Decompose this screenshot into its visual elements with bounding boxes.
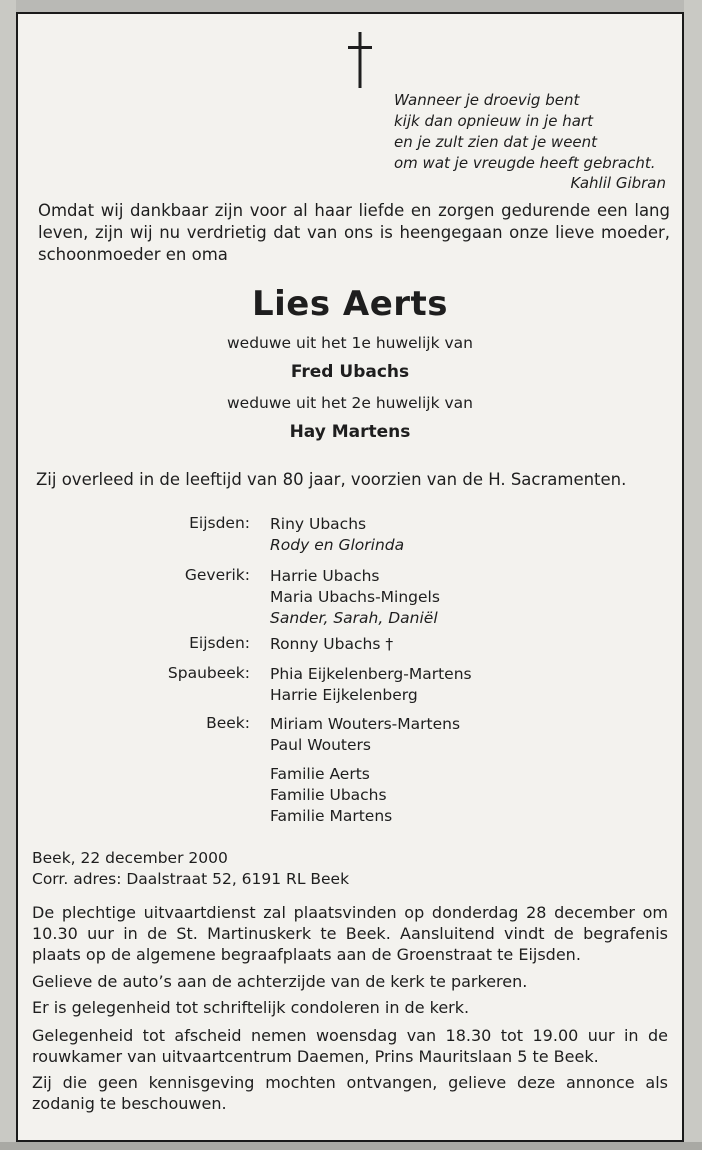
widow-line-1: weduwe uit het 1e huwelijk van [226,334,474,352]
family-member: Harrie Ubachs [270,567,380,585]
newspaper-background-bottom [0,1142,702,1150]
notice-paragraph: Zij die geen kennisgeving mochten ontvangen, gelieve deze annonce als zodanig te beschouwen. [32,1073,668,1113]
poem-line: kijk dan opnieuw in je hart [394,112,593,130]
poem-line: en je zult zien dat je weent [394,133,598,151]
cross-icon [344,32,376,88]
widow-line-2: weduwe uit het 2e huwelijk van [226,394,474,412]
newspaper-background-right [684,0,702,1150]
poem [394,90,674,174]
deceased-name: Lies Aerts [251,284,449,324]
family-place: Eijsden: [189,634,250,652]
family-place: Eijsden: [189,514,250,532]
husband-2: Hay Martens [289,422,411,442]
family-member: Familie Martens [270,807,393,825]
grandchildren: Sander, Sarah, Daniël [270,609,438,627]
farewell-paragraph: Gelegenheid tot afscheid nemen woensdag van 18.30 tot 19.00 uur in de rouwkamer van uitvaartcentrum Daemen, Prins Mauritslaan 5 te Beek. [32,1026,668,1066]
poem-line: om wat je vreugde heeft gebracht. [394,154,656,172]
family-member: Paul Wouters [270,736,371,754]
poem-line: Wanneer je droevig bent [394,91,580,109]
family-member: Harrie Eijkelenberg [270,686,418,704]
family-place: Geverik: [184,566,250,584]
family-place: Spaubeek: [167,664,250,682]
death-notice [16,12,684,1142]
intro-text: Omdat wij dankbaar zijn voor al haar liefde en zorgen gedurende een lang leven, zijn wij nu verdrietig dat van ons is heengegaan onze lieve moeder, schoonmoeder en oma [38,201,670,264]
husband-1: Fred Ubachs [290,362,410,382]
poem-author: Kahlil Gibran [570,174,666,192]
correspondence-address: Corr. adres: Daalstraat 52, 6191 RL Beek [32,870,350,888]
family-member: Maria Ubachs-Mingels [270,588,440,606]
family-member: Ronny Ubachs † [270,635,394,653]
family-member: Familie Ubachs [270,786,387,804]
funeral-paragraph: De plechtige uitvaartdienst zal plaatsvinden op donderdag 28 december om 10.30 uur in de St. Martinuskerk te Beek. Aansluitend vindt de begrafenis plaats op de algemene begraafplaats aan de Groenstraat te Eijsden. [32,903,668,964]
family-member: Familie Aerts [270,765,370,783]
place-date: Beek, 22 december 2000 [32,849,228,867]
family-place: Beek: [206,714,250,732]
family-member: Phia Eijkelenberg-Martens [270,665,472,683]
family-member: Riny Ubachs [270,515,367,533]
parking-paragraph: Gelieve de auto’s aan de achterzijde van de kerk te parkeren. [32,972,528,991]
family-member: Miriam Wouters-Martens [270,715,461,733]
place-and-address [32,848,672,890]
grandchildren: Rody en Glorinda [270,536,405,554]
death-statement: Zij overleed in de leeftijd van 80 jaar, voorzien van de H. Sacramenten. [36,470,627,489]
condolence-paragraph: Er is gelegenheid tot schriftelijk condoleren in de kerk. [32,998,470,1017]
newspaper-background-left [0,0,16,1150]
